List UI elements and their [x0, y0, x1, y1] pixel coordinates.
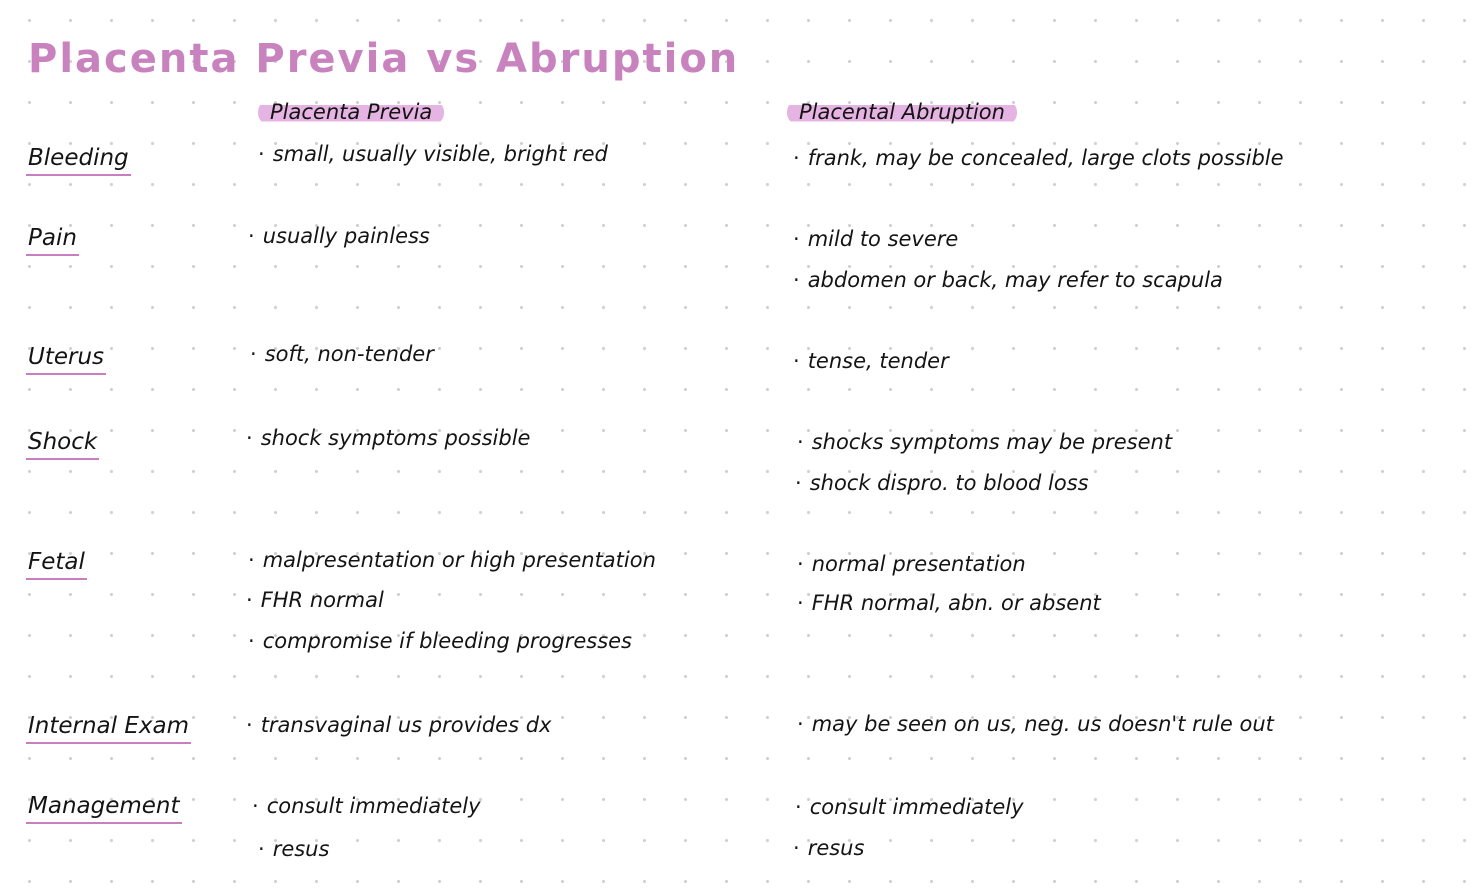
cell-text: may be seen on us, neg. us doesn't rule out: [811, 712, 1274, 736]
abruption-pain-item: [793, 266, 1223, 294]
bullet-icon: ·: [246, 588, 253, 612]
previa-management-item: [252, 792, 481, 820]
cell-text: FHR normal: [260, 588, 384, 612]
bullet-icon: ·: [248, 224, 255, 248]
previa-uterus-item: [250, 340, 434, 368]
bullet-icon: ·: [258, 142, 265, 166]
row-label-shock: Shock: [26, 428, 99, 460]
cell-text: FHR normal, abn. or absent: [811, 591, 1101, 615]
cell-text: shock symptoms possible: [260, 426, 531, 450]
row-label-management: Management: [26, 792, 182, 824]
row-label-bleeding: Bleeding: [26, 144, 131, 176]
cell-text: resus: [272, 837, 330, 861]
bullet-icon: ·: [795, 471, 802, 495]
abruption-internal-exam-item: [797, 710, 1274, 738]
cell-text: consult immediately: [266, 794, 481, 818]
cell-text: usually painless: [262, 224, 430, 248]
bullet-icon: ·: [258, 837, 265, 861]
row-label-internal-exam: Internal Exam: [26, 712, 191, 744]
previa-fetal-item: [246, 586, 384, 614]
bullet-icon: ·: [793, 227, 800, 251]
bullet-icon: ·: [248, 548, 255, 572]
previa-bleeding-item: [258, 140, 608, 168]
bullet-icon: ·: [797, 712, 804, 736]
bullet-icon: ·: [246, 426, 253, 450]
abruption-bleeding-item: [793, 144, 1284, 172]
previa-fetal-item: [248, 546, 656, 574]
abruption-management-item: [793, 834, 864, 862]
bullet-icon: ·: [797, 430, 804, 454]
cell-text: shocks symptoms may be present: [811, 430, 1173, 454]
bullet-icon: ·: [797, 591, 804, 615]
cell-text: shock dispro. to blood loss: [809, 471, 1089, 495]
abruption-shock-item: [795, 469, 1089, 497]
cell-text: small, usually visible, bright red: [272, 142, 608, 166]
row-label-uterus: Uterus: [26, 343, 106, 375]
bullet-icon: ·: [248, 629, 255, 653]
abruption-management-item: [795, 793, 1024, 821]
cell-text: tense, tender: [807, 349, 949, 373]
bullet-icon: ·: [793, 146, 800, 170]
previa-internal-exam-item: [246, 711, 551, 739]
row-label-pain: Pain: [26, 224, 79, 256]
bullet-icon: ·: [793, 268, 800, 292]
abruption-pain-item: [793, 225, 958, 253]
cell-text: consult immediately: [809, 795, 1024, 819]
row-label-fetal: Fetal: [26, 548, 87, 580]
bullet-icon: ·: [795, 795, 802, 819]
column-header-abruption: Placental Abruption: [787, 100, 1017, 125]
bullet-icon: ·: [246, 713, 253, 737]
abruption-fetal-item: [797, 589, 1101, 617]
cell-text: normal presentation: [811, 552, 1026, 576]
cell-text: transvaginal us provides dx: [260, 713, 552, 737]
cell-text: soft, non-tender: [264, 342, 434, 366]
bullet-icon: ·: [797, 552, 804, 576]
bullet-icon: ·: [793, 349, 800, 373]
cell-text: malpresentation or high presentation: [262, 548, 656, 572]
previa-shock-item: [246, 424, 530, 452]
cell-text: resus: [807, 836, 865, 860]
previa-management-item: [258, 835, 329, 863]
previa-fetal-item: [248, 627, 632, 655]
cell-text: compromise if bleeding progresses: [262, 629, 633, 653]
bullet-icon: ·: [252, 794, 259, 818]
column-header-previa: Placenta Previa: [258, 100, 444, 125]
bullet-icon: ·: [793, 836, 800, 860]
cell-text: frank, may be concealed, large clots possible: [807, 146, 1284, 170]
abruption-uterus-item: [793, 347, 949, 375]
abruption-fetal-item: [797, 550, 1026, 578]
cell-text: mild to severe: [807, 227, 959, 251]
previa-pain-item: [248, 222, 430, 250]
bullet-icon: ·: [250, 342, 257, 366]
abruption-shock-item: [797, 428, 1172, 456]
page-title: Placenta Previa vs Abruption: [28, 36, 740, 82]
cell-text: abdomen or back, may refer to scapula: [807, 268, 1223, 292]
